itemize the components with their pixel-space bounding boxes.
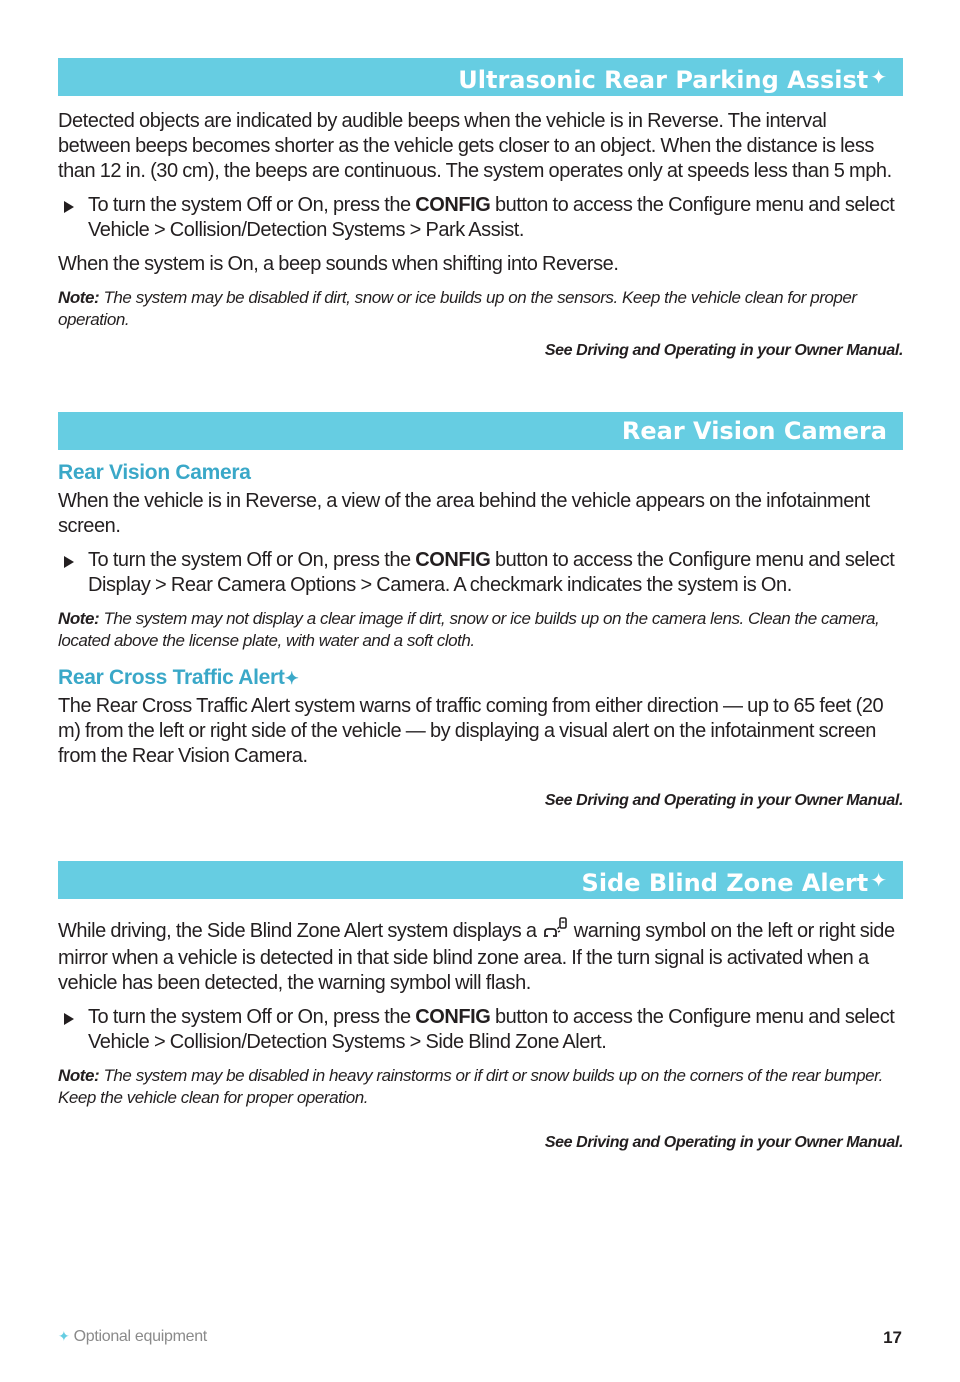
optional-star-icon: ✦ bbox=[58, 1328, 70, 1344]
rear-vision-note: Note: The system may not display a clear image if dirt, snow or ice builds up on the camera lens. Clean the camera, located above the license plate, with water and a soft cloth. bbox=[58, 609, 880, 650]
bullet-arrow-icon bbox=[64, 1013, 74, 1025]
page-number: 17 bbox=[883, 1328, 902, 1347]
parking-assist-intro: Detected objects are indicated by audible beeps when the vehicle is in Reverse. The interval between beeps becomes shorter as the vehicle gets closer to an object. When the distance is less than 12 in. (30 cm), the beeps are continuous. The system operates only at speeds less than 5 mph. bbox=[58, 110, 892, 182]
section-header-parking-assist bbox=[58, 58, 903, 96]
optional-star-icon: ✦ bbox=[870, 65, 887, 89]
side-blind-zone-note: Note: The system may be disabled in heavy rainstorms or if dirt or snow builds up on the corners of the rear bumper. Keep the vehicle clean for proper operation. bbox=[58, 1066, 883, 1107]
section-title: Rear Vision Camera bbox=[621, 417, 887, 445]
parking-assist-after: When the system is On, a beep sounds when shifting into Reverse. bbox=[58, 253, 619, 275]
rear-vision-see-manual: See Driving and Operating in your Owner Manual. bbox=[544, 792, 903, 809]
side-blind-zone-warning-icon bbox=[543, 917, 567, 946]
bullet-arrow-icon bbox=[64, 201, 74, 213]
subhead-rear-vision-camera: Rear Vision Camera bbox=[58, 461, 251, 484]
manual-page bbox=[58, 58, 903, 1152]
rear-vision-bullet: To turn the system Off or On, press the CONFIG button to access the Configure menu and select Display > Rear Camera Options > Camera. A checkmark indicates the system is On. bbox=[58, 548, 903, 598]
parking-assist-see-manual: See Driving and Operating in your Owner Manual. bbox=[544, 342, 903, 359]
config-button-label: CONFIG bbox=[415, 1006, 491, 1028]
config-button-label: CONFIG bbox=[415, 549, 491, 571]
side-blind-zone-see-manual: See Driving and Operating in your Owner Manual. bbox=[544, 1134, 903, 1151]
parking-assist-note: Note: The system may be disabled if dirt, snow or ice builds up on the sensors. Keep the vehicle clean for proper operation. bbox=[58, 288, 857, 329]
side-blind-zone-bullet: To turn the system Off or On, press the CONFIG button to access the Configure menu and select Vehicle > Collision/Detection Systems > Side Blind Zone Alert. bbox=[58, 1005, 903, 1055]
optional-star-icon: ✦ bbox=[870, 868, 887, 892]
optional-star-icon: ✦ bbox=[284, 669, 299, 688]
section-header-side-blind-zone bbox=[58, 861, 903, 899]
config-button-label: CONFIG bbox=[415, 194, 491, 216]
side-blind-zone-intro: While driving, the Side Blind Zone Alert system displays a warning symbol on the left or right side mirror when a vehicle is detected in that side blind zone area. If the turn signal is activated when a vehicle has been detected, the warning symbol will flash. bbox=[58, 917, 903, 996]
optional-equipment-footnote: ✦ Optional equipment bbox=[58, 1328, 207, 1345]
section-header-rear-vision bbox=[58, 412, 903, 450]
bullet-arrow-icon bbox=[64, 556, 74, 568]
parking-assist-bullet: To turn the system Off or On, press the CONFIG button to access the Configure menu and select Vehicle > Collision/Detection Systems > Park Assist. bbox=[58, 193, 903, 243]
section-title: Side Blind Zone Alert bbox=[581, 869, 869, 897]
subhead-rear-cross-traffic: Rear Cross Traffic Alert✦ bbox=[58, 666, 299, 689]
section-title: Ultrasonic Rear Parking Assist bbox=[458, 66, 869, 94]
rear-cross-traffic-text: The Rear Cross Traffic Alert system warns of traffic coming from either direction — up to 65 feet (20 m) from the left or right side of the vehicle — by displaying a visual alert on the infotainment screen from the Rear Vision Camera. bbox=[58, 695, 884, 767]
rear-vision-intro: When the vehicle is in Reverse, a view of the area behind the vehicle appears on the infotainment screen. bbox=[58, 490, 870, 537]
